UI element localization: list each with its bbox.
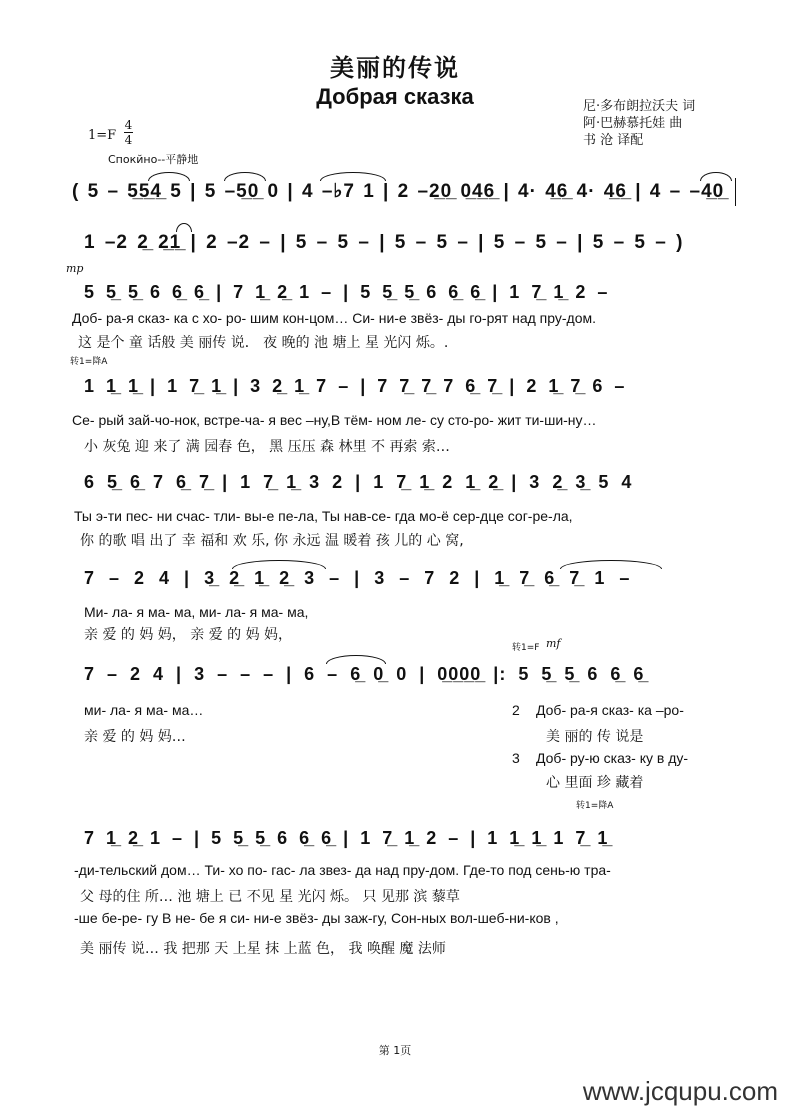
- lyrics-cn-row-6: 亲 爱 的 妈 妈， 亲 爱 的 妈 妈，: [84, 627, 293, 643]
- credit-translator: 书 沧 译配: [583, 133, 644, 148]
- slur: [700, 172, 732, 181]
- notation-row-2: 1 –2 2̲ 2̲1̲ | 2 –2 – | 5 – 5 – | 5 – 5 – | 5 – 5 – | 5 – 5 – ): [84, 232, 684, 253]
- notation-row-3: 5 5̲ 5̲ 6 6̲ 6̲ | 7 1̲ 2̲ 1 – | 5 5̲ 5̲ 6 6̲ 6̲ | 1 7̲ 1̲ 2 –: [84, 282, 609, 302]
- slur: [148, 172, 190, 181]
- page-number: 第 1页: [378, 1044, 412, 1057]
- watermark: www.jcqupu.com: [582, 1076, 778, 1106]
- slur: [326, 655, 386, 664]
- key-change-mark: 转1=降A: [70, 357, 108, 367]
- lyrics-cn-verse-2: 美 丽的 传 说是: [546, 729, 644, 745]
- lyrics-cn-verse-3: 心 里面 珍 藏着: [546, 775, 644, 791]
- title-russian: Добрая сказка: [316, 84, 474, 109]
- lyrics-cn-row-4: 小 灰兔 迎 来了 满 园春 色， 黑 压压 森 林里 不 再索 索…: [84, 439, 450, 455]
- key-change-mark: 转1=降A: [576, 801, 614, 811]
- lyrics-ru-row-6: Ми- ла- я ма- ма, ми- ла- я ма- ма,: [84, 604, 309, 620]
- lyrics-cn-row-8b: 美 丽传 说… 我 把那 天 上星 抹 上蓝 色， 我 唤醒 魔 法师: [80, 941, 446, 957]
- time-bottom: 4: [124, 133, 133, 147]
- lyrics-ru-row-4: Се- рый зай-чо-нок, встре-ча- я вес –ну,В тём- ном ле- су сто-ро- жит ти-ши-ну…: [72, 412, 597, 428]
- notation-row-8: 7 1̲ 2̲ 1 – | 5 5̲ 5̲ 6 6̲ 6̲ | 1 7̲ 1̲ 2 – | 1 1̲ 1̲ 1 7̲ 1̲: [84, 828, 609, 848]
- lyrics-ru-row-7: ми- ла- я ма- ма…: [84, 702, 204, 718]
- verse-number: 3: [512, 750, 520, 766]
- title-chinese: 美丽的传说: [330, 53, 460, 82]
- credit-lyricist: 尼·多布朗拉沃夫 词: [583, 99, 696, 114]
- dynamic-mf: mf: [546, 637, 561, 650]
- notation-row-6: 7 – 2 4 | 3̲ 2̲ 1̲ 2̲ 3 – | 3 – 7 2 | 1̲ 7̲ 6̲ 7̲ 1 –: [84, 568, 631, 588]
- lyrics-cn-row-3: 这 是个 童 话般 美 丽传 说． 夜 晚的 池 塘上 星 光闪 烁。.: [78, 335, 449, 351]
- notation-row-1: ( 5 – 5̲5̲4̲ 5 | 5 –5̲0̲ 0 | 4 –♭7 1 | 2 –2̲0̲ 0̲4̲6̲ | 4· 4̲6̲ 4· 4̲6̲ | 4 – –4̲0̲: [72, 181, 725, 202]
- verse-number: 2: [512, 702, 520, 718]
- notation-row-4: 1 1̲ 1̲ | 1 7̲ 1̲ | 3 2̲ 1̲ 7 – | 7 7̲ 7̲ 7 6̲ 7̲ | 2 1̲ 7̲ 6 –: [84, 376, 626, 396]
- barline: [735, 178, 736, 206]
- lyrics-ru-verse-2: Доб- ра-я сказ- ка –ро-: [536, 702, 684, 718]
- notation-row-5: 6 5̲ 6̲ 7 6̲ 7̲ | 1 7̲ 1̲ 3 2 | 1 7̲ 1̲ 2 1̲ 2̲ | 3 2̲ 3̲ 5 4: [84, 472, 633, 492]
- credit-composer: 阿·巴赫慕托娃 曲: [583, 116, 683, 131]
- dynamic-mp: mp: [66, 262, 84, 275]
- lyrics-cn-row-8a: 父 母的住 所… 池 塘上 已 不见 星 光闪 烁。 只 见那 滨 藜草: [80, 889, 460, 905]
- time-signature: [124, 118, 133, 147]
- tie: [176, 223, 192, 232]
- lyrics-ru-row-8a: -ди-тельский дом… Ти- хо по- гас- ла звез- да над пру-дом. Где-то под сень-ю тра-: [74, 862, 611, 878]
- lyrics-cn-row-5: 你 的歌 唱 出了 幸 福和 欢 乐, 你 永远 温 暖着 孩 儿的 心 窝,: [80, 533, 464, 549]
- lyrics-ru-row-3: Доб- ра-я сказ- ка с хо- ро- шим кон-цом… Си- ни-е звёз- ды го-рят над пру-дом.: [72, 310, 597, 326]
- lyrics-ru-row-5: Ты э-ти пес- ни счас- тли- вы-е пе-ла, Ты нав-се- гда мо-ё сер-дце сог-ре-ла,: [74, 508, 573, 524]
- slur: [320, 172, 386, 181]
- tempo-marking: Спокйно--平静地: [108, 153, 199, 166]
- lyrics-cn-row-7: 亲 爱 的 妈 妈…: [84, 729, 186, 745]
- slur: [224, 172, 266, 181]
- slur: [232, 560, 326, 569]
- key-change-mark: 转1=F: [512, 643, 540, 653]
- key-signature: 1=F: [88, 128, 117, 143]
- notation-row-7: 7 – 2 4 | 3 – – – | 6 – 6̲ 0̲ 0 | 0̲0̲0̲0̲ |: 5 5̲ 5̲ 6 6̲ 6̲: [84, 664, 645, 684]
- time-top: 4: [124, 118, 133, 132]
- lyrics-ru-row-8b: -ше бе-ре- гу В не- бе я си- ни-е звёз- ды заж-гу, Сон-ных вол-шеб-ни-ков ,: [74, 910, 559, 926]
- slur: [560, 560, 662, 569]
- lyrics-ru-verse-3: Доб- ру-ю сказ- ку в ду-: [536, 750, 689, 766]
